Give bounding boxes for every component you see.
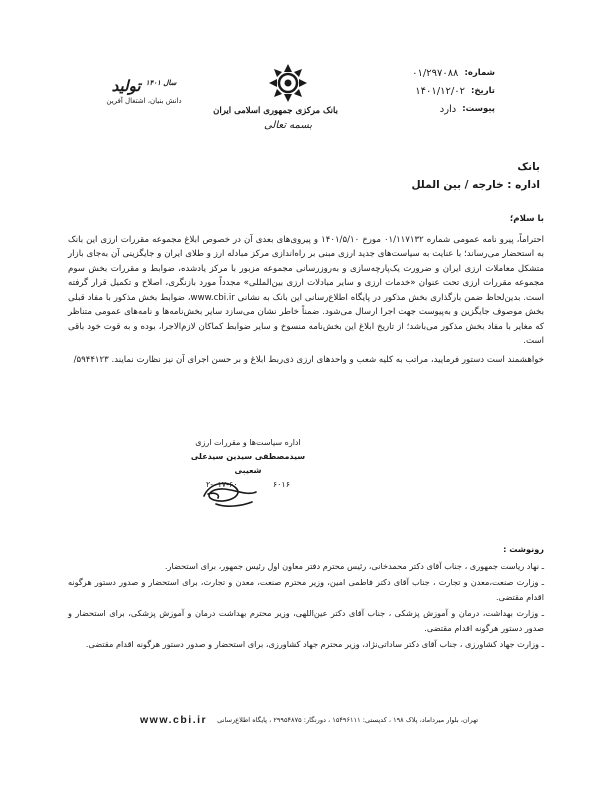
slogan-subtitle: دانش بنیان، اشتغال آفرین <box>106 97 182 105</box>
slogan-word: تولید <box>111 77 141 95</box>
footer-website: www.cbi.ir <box>140 714 208 726</box>
cc-item: ـ وزارت جهاد کشاورزی ، جناب آقای دکتر ساداتی‌نژاد، وزیر محترم جهاد کشاورزی، برای استحضار و صدور دستور هرگونه اقدام مقتضی. <box>85 639 544 649</box>
letter-attachment-label: پیوست: <box>462 104 495 114</box>
addressee-block <box>411 158 540 194</box>
signature-code-right: ۶۰۱۶ <box>272 480 290 489</box>
cc-title: رونوشت : <box>503 544 544 554</box>
letter-footer <box>140 714 510 726</box>
central-bank-emblem-icon <box>267 62 309 104</box>
addressee-line-department: اداره : خارجه / بین الملل <box>411 179 540 191</box>
letter-attachment-value: دارد <box>439 104 457 115</box>
salutation: با سلام؛ <box>509 214 544 224</box>
handwritten-signature-icon <box>196 476 266 510</box>
addressee-line-bank: بانک <box>517 161 540 173</box>
letter-number-row <box>395 68 495 86</box>
cc-item: ـ وزارت بهداشت، درمان و آموزش پزشکی ، جناب آقای دکتر عین‌اللهی، وزیر محترم بهداشت درمان و آموزش پزشکی، برای استحضار و صدور دستور هرگونه اقدام مقتضی. <box>68 608 544 633</box>
letter-number-value: ۰۱/۲۹۷۰۸۸ <box>412 68 459 79</box>
slogan-year: سال ۱۴۰۱ <box>145 78 177 87</box>
slogan-title <box>96 74 192 95</box>
bank-name: بانک مرکزی جمهوری اسلامی ایران <box>213 106 338 116</box>
signature-department: اداره سیاست‌ها و مقررات ارزی <box>195 438 301 447</box>
letter-date-row <box>395 86 495 104</box>
cc-item: ـ وزارت صنعت،معدن و تجارت ، جناب آقای دکتر فاطمی امین، وزیر محترم صنعت، معدن و تجارت، برای استحضار و صدور دستور هرگونه اقدام مقتضی. <box>68 577 544 602</box>
central-bank-logo <box>213 62 338 131</box>
footer-address: تهران، بلوار میرداماد، پلاک ۱۹۸ ، کدپستی: ۱۵۴۹۶۱۱۱ ، دورنگار: ۲۹۹۵۴۸۷۵ ، پایگاه اطلاع‌رسانی <box>217 716 479 724</box>
cc-item: ـ نهاد ریاست جمهوری ، جناب آقای دکتر محمدخانی، رئیس محترم دفتر معاون اول رئیس جمهور، برای استحضار. <box>164 561 544 571</box>
body-paragraph-2: خواهشمند است دستور فرمایید، مراتب به کلیه شعب و واحدهای ارزی ذی‌ربط ابلاغ و بر حسن اجرای آن نیز نظارت نمایند. ۵۹۴۴۱۲۳/ <box>73 354 544 365</box>
year-slogan <box>96 74 192 105</box>
signature-code-left: ۲-۰۱۷-۶۰ <box>206 480 238 489</box>
cc-list <box>68 542 544 653</box>
letter-date-label: تاریخ: <box>471 86 495 96</box>
letter-date-value: ۱۴۰۱/۱۲/۰۲ <box>415 86 465 97</box>
signature-names: سید‌مصطفی سیدین سید‌علی شعیبی <box>190 452 306 475</box>
letter-number-label: شماره: <box>464 68 495 78</box>
letter-attachment-row <box>395 104 495 122</box>
letter-meta <box>395 68 495 122</box>
bank-signature-text: بسمه تعالی <box>263 120 313 131</box>
body-paragraph-1: احتراماً، پیرو نامه عمومی شماره ۰۱/۱۱۷۱۳۲ مورخ ۱۴۰۱/۵/۱۰ و پیروی‌های بعدی آن در خصوص ابلاغ مجموعه مقررات ارزی این بانک به استحضار می‌رساند؛ با عنایت به سیاست‌های جدید ارزی مبنی بر راه‌اندازی مرکز مبادله ارز و طلای ایران و جایگزینی آن به‌جای بازار متشکل معاملات ارزی ایران و ضرورت یک‌پارچه‌سازی و به‌روزرسانی مجموعه مزبور با مرکز یادشده، ضوابط و مقررات بخش سوم مجموعه مقررات ارزی تحت عنوان «خدمات ارزی و سایر مبادلات ارزی بین‌المللی» مجدداً مورد بازنگری، اصلاح و تکمیل قرار گرفته است. بدین‌لحاظ ضمن بارگذاری بخش مذکور در پایگاه اطلاع‌رسانی این بانک به نشانی www.cbi.ir، ضوابط بخش مذکور با مفاد قبلی بخش موصوف جایگزین و به‌پیوست جهت اجرا ارسال می‌شود. ضمناً خاطر نشان می‌سازد سایر بخش‌نامه‌ها و نامه‌های عمومی متناظر که مغایر با مفاد بخش مذکور می‌باشد؛ از تاریخ ابلاغ این بخش‌نامه منسوخ و سایر ضوابط کماکان لازم‌الاجرا، بوده و به قوت خود باقی است. <box>68 234 544 346</box>
letter-body <box>68 212 544 371</box>
